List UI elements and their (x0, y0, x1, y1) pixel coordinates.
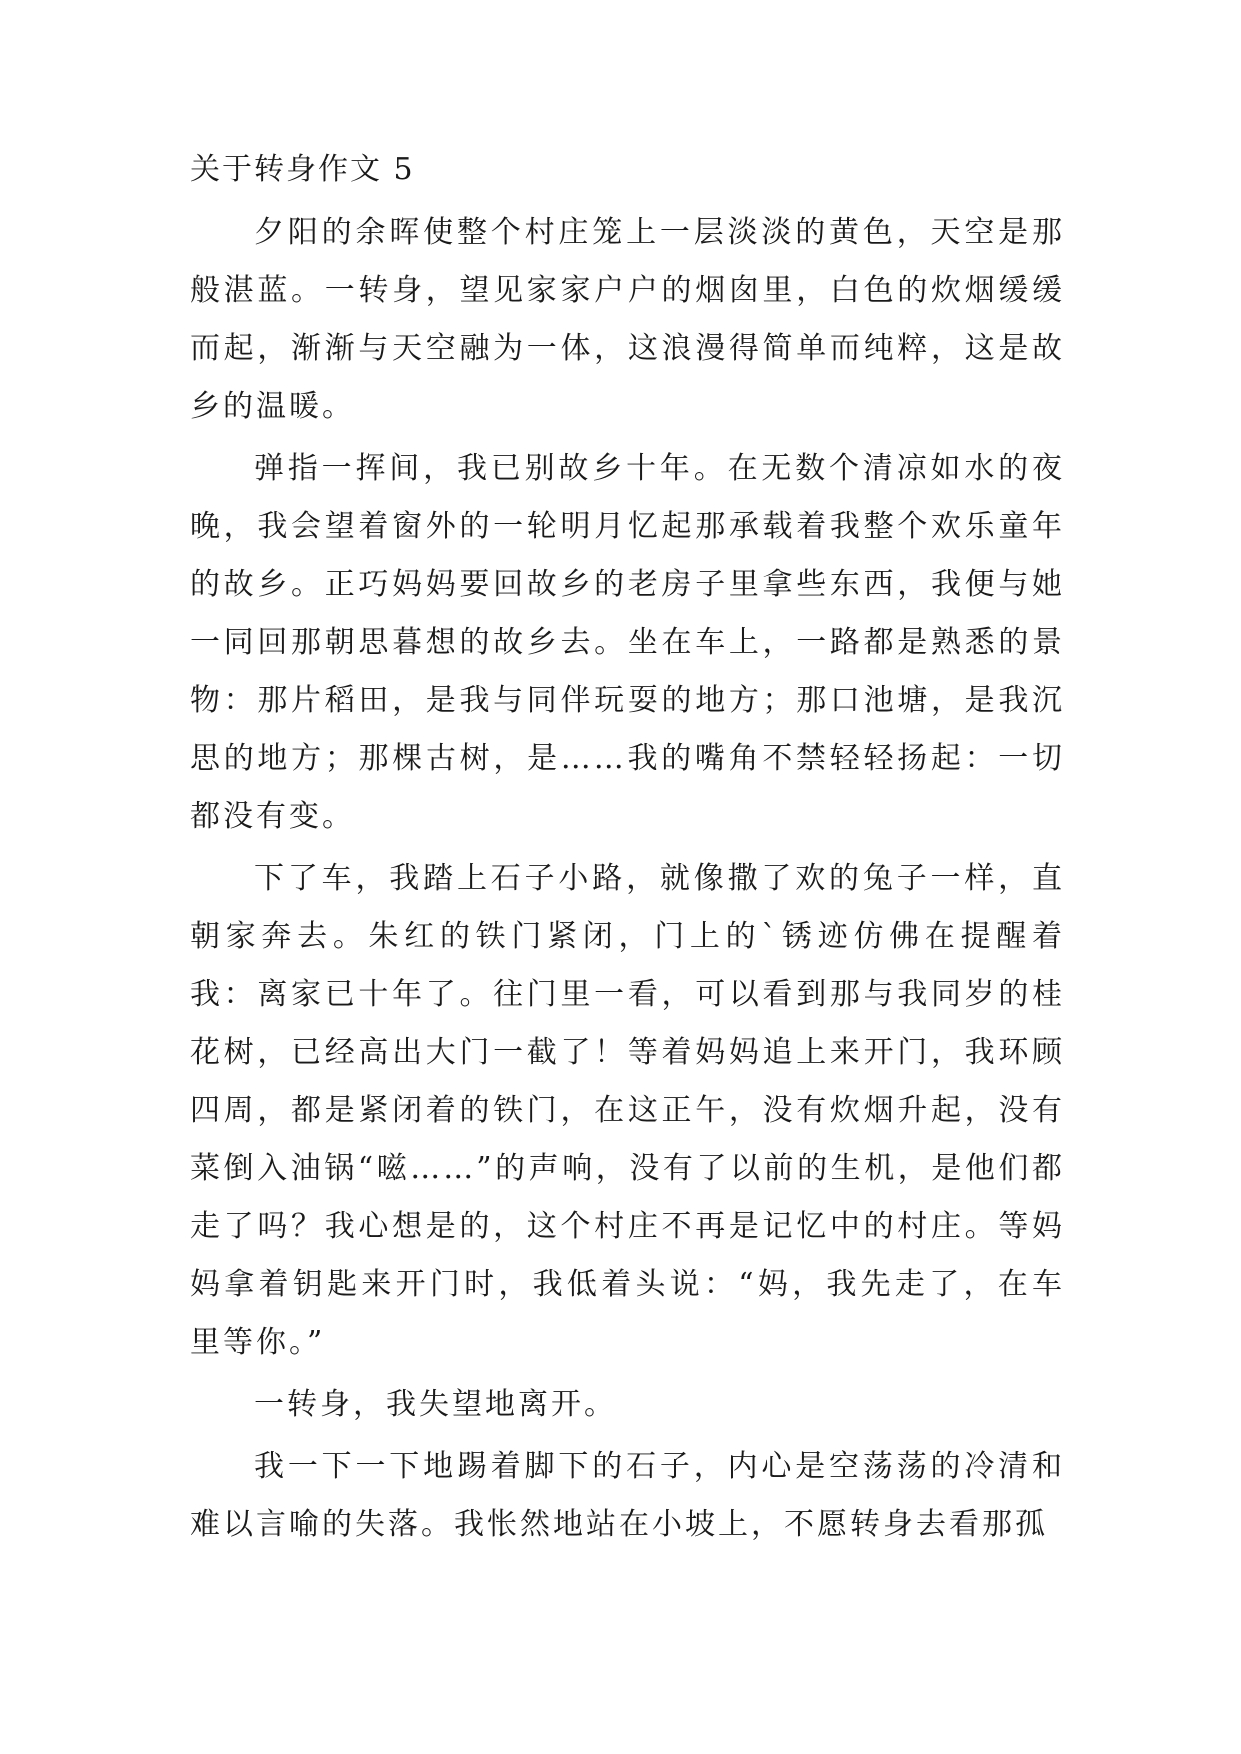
paragraph-3: 下了车，我踏上石子小路，就像撒了欢的兔子一样，直朝家奔去。朱红的铁门紧闭，门上的`锈迹仿佛在提醒着我：离家已十年了。往门里一看，可以看到那与我同岁的桂花树，已经高出大门一截了！等着妈妈追上来开门，我环顾四周，都是紧闭着的铁门，在这正午，没有炊烟升起，没有菜倒入油锅“嗞……”的声响，没有了以前的生机，是他们都走了吗？我心想是的，这个村庄不再是记忆中的村庄。等妈妈拿着钥匙来开门时，我低着头说：“妈，我先走了，在车里等你。” (190, 861, 1065, 1360)
document-body (190, 150, 1065, 1558)
document-title: 关于转身作文 5 (190, 152, 415, 187)
paragraph-5: 我一下一下地踢着脚下的石子，内心是空荡荡的冷清和难以言喻的失落。我怅然地站在小坡上，不愿转身去看那孤 (190, 1449, 1065, 1542)
paragraph-1: 夕阳的余晖使整个村庄笼上一层淡淡的黄色，天空是那般湛蓝。一转身，望见家家户户的烟囱里，白色的炊烟缓缓而起，渐渐与天空融为一体，这浪漫得简单而纯粹，这是故乡的温暖。 (190, 215, 1065, 424)
paragraph-4: 一转身，我失望地离开。 (254, 1387, 617, 1422)
paragraph-2: 弹指一挥间，我已别故乡十年。在无数个清凉如水的夜晚，我会望着窗外的一轮明月忆起那承载着我整个欢乐童年的故乡。正巧妈妈要回故乡的老房子里拿些东西，我便与她一同回那朝思暮想的故乡去。坐在车上，一路都是熟悉的景物：那片稻田，是我与同伴玩耍的地方；那口池塘，是我沉思的地方；那棵古树，是……我的嘴角不禁轻轻扬起：一切都没有变。 (190, 451, 1065, 834)
